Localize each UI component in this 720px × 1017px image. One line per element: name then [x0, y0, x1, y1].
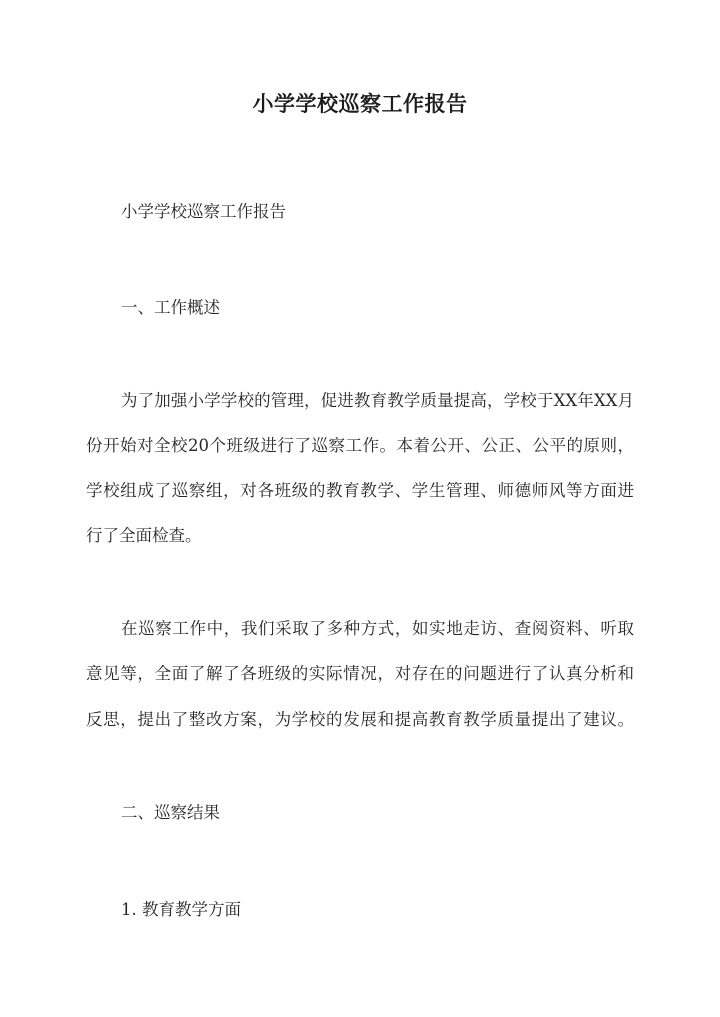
document-title: 小学学校巡察工作报告 [252, 91, 468, 116]
subsection-heading-teaching: 1. 教育教学方面 [121, 900, 241, 919]
paragraph-line: 在巡察工作中，我们采取了多种方式，如实地走访、查阅资料、听取 [121, 619, 634, 638]
paragraph-line: 份开始对全校20个班级进行了巡察工作。本着公开、公正、公平的原则， [86, 436, 634, 455]
paragraph-line: 意见等，全面了解了各班级的实际情况，对存在的问题进行了认真分析和 [86, 664, 634, 683]
paragraph-line: 反思，提出了整改方案，为学校的发展和提高教育教学质量提出了建议。 [86, 710, 634, 729]
section-heading-overview: 一、工作概述 [121, 298, 220, 317]
paragraph-line: 学校组成了巡察组，对各班级的教育教学、学生管理、师德师风等方面进 [86, 481, 634, 500]
paragraph-line: 行了全面检查。 [86, 526, 202, 545]
section-heading-results: 二、巡察结果 [121, 803, 220, 822]
document-subtitle: 小学学校巡察工作报告 [121, 202, 286, 221]
paragraph-line: 为了加强小学学校的管理，促进教育教学质量提高，学校于XX年XX月 [121, 391, 634, 410]
